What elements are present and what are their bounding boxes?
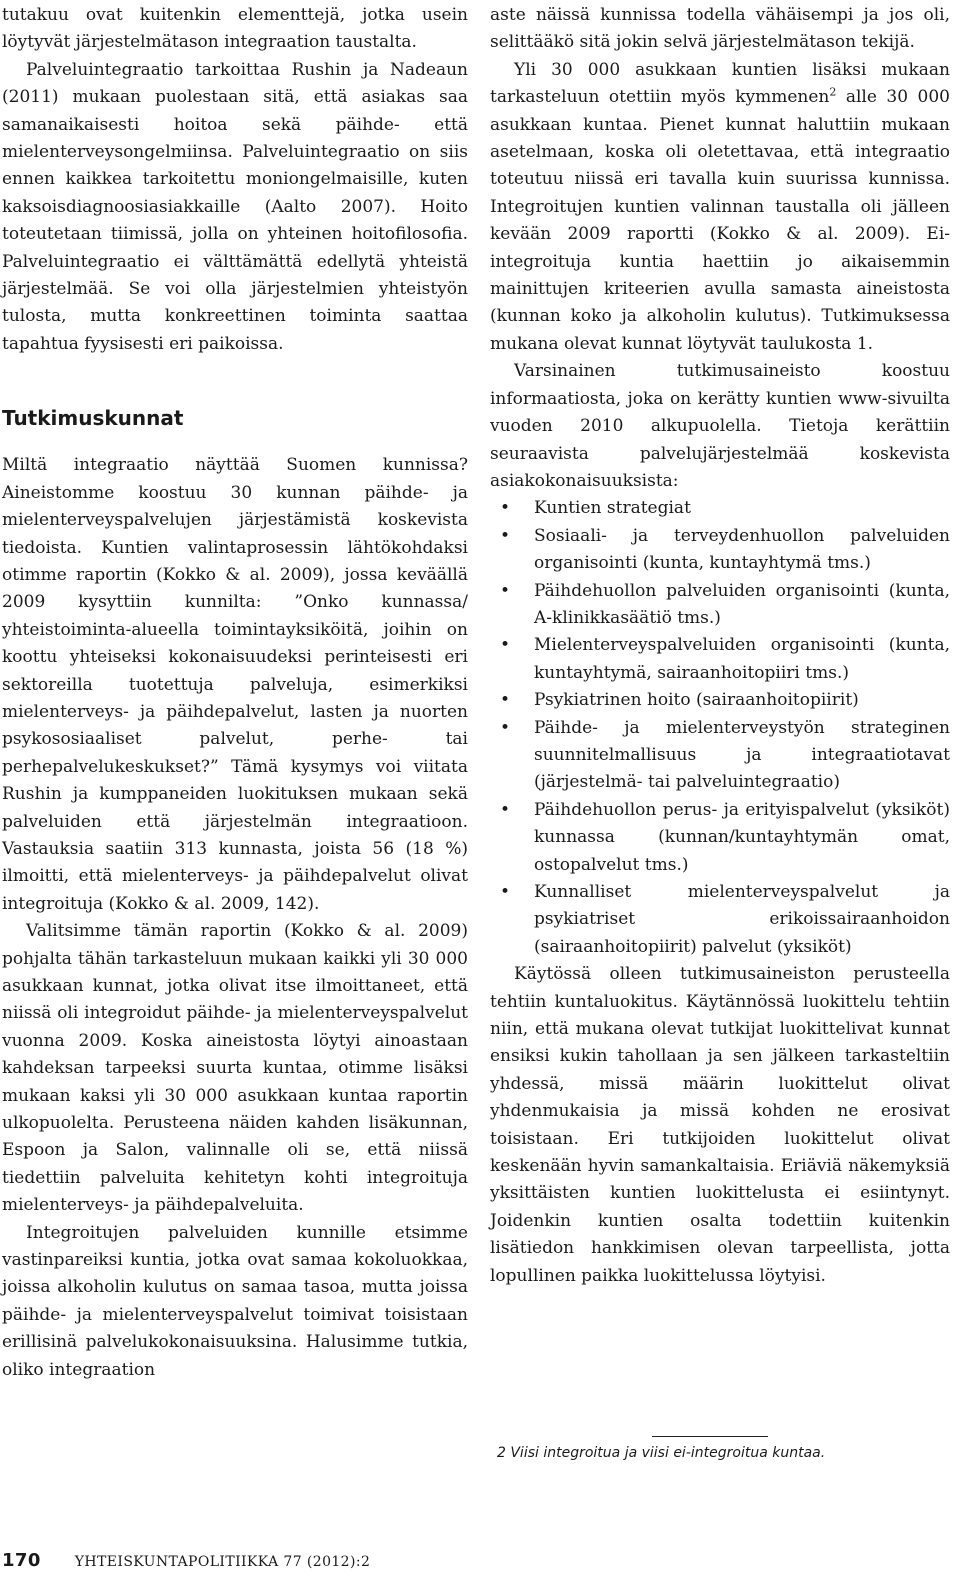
list-item [490,797,950,879]
list-item [490,632,950,687]
paragraph-intro: tutakuu ovat kuitenkin elementtejä, jotka usein löytyvät järjestelmätason integraation taustalta. [2,5,468,53]
journal-name: YHTEISKUNTAPOLITIIKKA 77 (2012):2 [74,1554,371,1570]
footnote-reference: 2 [829,85,837,99]
left-column [2,2,468,1384]
bullet-marker: • [500,799,511,820]
paragraph-varsinainen: Varsinainen tutkimusaineisto koostuu informaatiosta, joka on kerätty kuntien www-sivuilta vuoden 2010 alkupuolella. Tietoja kerättiin seuraavista palvelujärjestelmää koskevista asiakokonaisuuksista: [490,361,950,491]
bullet-marker: • [500,498,511,519]
page-number: 170 [2,1550,41,1571]
bullet-marker: • [500,635,511,656]
paragraph-yli [490,57,950,358]
list-item-text: Mielenterveyspalveluiden organisointi (kunta, kuntayhtymä, sairaanhoitopiiri tms.) [534,635,950,683]
bullet-marker: • [500,882,511,902]
list-item-text: Sosiaali- ja terveydenhuollon palveluiden organisointi (kunta, kuntayhtymä tms.) [534,525,950,574]
bullet-marker: • [500,580,511,601]
paragraph-yli-end: alle 30 000 asukkaan kuntaa. Pienet kunnat haluttiin mukaan asetelmaan, koska oli oletettavaa, että integraatio toteutuu niissä eri tavalla kuin suurissa kunnissa. Integroitujen kuntien valinnan taustalla oli jälleen kevään 2009 raportti (Kokko & al. 2009). Ei-integroituja kuntia haettiin jo aikaisemmin mainittujen kriteerien avulla samasta aineistosta (kunnan koko ja alkoholin kulutus). Tutkimuksessa mukana olevat kunnat löytyvät taulukosta 1. [490,87,950,354]
section-heading-wrap [2,404,468,432]
section-heading: Tutkimuskunnat [2,406,184,431]
list-item [490,523,950,578]
list-item-text: Päihde- ja mielenterveystyön strateginen suunnitelmallisuus ja integraatiotavat (järjestelmä- tai palveluintegraatio) [534,717,950,793]
footnote-text: 2 Viisi integroitua ja viisi ei-integroitua kuntaa. [497,1445,826,1461]
paragraph-kaytossa: Käytössä olleen tutkimusaineiston perusteella tehtiin kuntaluokitus. Käytännössä luokittelu tehtiin niin, että mukana olevat tutkijat luokittelivat kunnat ensiksi kukin tahollaan ja sen jälkeen tarkasteltiin yhdessä, missä määrin luokittelut olivat yhdenmukaisia ja missä kohden ne erosivat toisistaan. Eri tutkijoiden luokittelut olivat keskenään hyvin samankaltaisia. Eriäviä näkemyksiä yksittäisten kuntien luokittelusta ei esiintynyt. Joidenkin kuntien osalta todettiin kuitenkin lisätiedon hankkimisen olevan tarpeellista, jotta lopullinen paikka luokittelussa löytyisi. [490,964,950,1286]
bullet-marker: • [500,717,511,738]
bullet-marker: • [500,525,511,546]
list-item-text: Päihdehuollon palveluiden organisointi (kunta, A-klinikkasäätiö tms.) [534,580,950,628]
bullet-marker: • [500,690,511,711]
footnote-divider [652,1436,768,1437]
right-column [490,2,950,1290]
paragraph-palveluintegraatio: Palveluintegraatio tarkoittaa Rushin ja Nadeaun (2011) mukaan puolestaan sitä, että asiakas saa samanaikaisesti hoitoa sekä päihde- että mielenterveysongelmiinsa. Palveluintegraatio on siis ennen kaikkea tarkoitettu moniongelmaisille, kuten kaksoisdiagnoosiasiakkaille (Aalto 2007). Hoito toteutetaan tiimissä, jolla on yhteinen hoitofilosofia. Palveluintegraatio ei välttämättä edellytä yhteistä järjestelmää. Se voi olla järjestelmien yhteistyön tulosta, mutta konkreettinen toiminta saattaa tapahtua fyysisesti eri paikoissa. [2,59,468,354]
paragraph-yli-start: Yli 30 000 asukkaan kuntien lisäksi mukaan tarkasteluun otettiin myös kymmenen [490,59,950,108]
paragraph-tutkimus-1: Miltä integraatio näyttää Suomen kunnissa? Aineistomme koostuu 30 kunnan päihde- ja mielenterveyspalvelujen järjestämistä koskevista tiedoista. Kuntien valintaprosessin lähtökohdaksi otimme raportin (Kokko & al. 2009), jossa keväällä 2009 kysyttiin kunnilta: ”Onko kunnassa/ yhteistoiminta-alueella toimintayksiköitä, joihin on koottu yhteiseksi kokonaisuudeksi perinteisesti eri sektoreilla tuotettuja palveluja, esimerkiksi mielenterveys- ja päihdepalvelut, lasten ja nuorten psykososiaaliset palvelut, perhe- tai perhepalvelukeskukset?” Tämä kysymys voi viitata Rushin ja kumppaneiden luokituksen mukaan sekä palveluiden että järjestelmän integraatioon. Vastauksia saatiin 313 kunnasta, joista 56 (18 %) ilmoitti, että mielenterveys- ja päihdepalvelut olivat integroituja (Kokko & al. 2009, 142). [2,455,468,914]
list-item [490,715,950,797]
paragraph-tutkimus-2: Valitsimme tämän raportin (Kokko & al. 2009) pohjalta tähän tarkasteluun mukaan kaikki yli 30 000 asukkaan kunnat, jotka olivat itse ilmoittaneet, että niissä oli integroidut päihde- ja mielenterveyspalvelut vuonna 2009. Koska aineistosta löytyi ainoastaan kahdeksan tarpeeksi suurta kuntaa, otimme lisäksi mukaan kaksi yli 30 000 asukkaan kuntaa raportin ulkopuolelta. Perusteena näiden kahden lisäkunnan, Espoon ja Salon, valinnalle oli se, että niissä tiedettiin palveluita kehitetyn kohti integroituja mielenterveys- ja päihdepalveluita. [2,921,468,1216]
list-item [490,879,950,961]
list-item [490,578,950,633]
list-item [490,687,950,714]
list-item-text: Kuntien strategiat [534,498,691,519]
list-item-text: Kunnalliset mielenterveyspalvelut ja psykiatriset erikoissairaanhoidon (sairaanhoitopiirit) palvelut (yksiköt) [534,882,950,957]
bullet-list [490,495,950,961]
paragraph-continued: aste näissä kunnissa todella vähäisempi ja jos oli, selittääkö sitä jokin selvä järjestelmätason tekijä. [490,5,950,53]
list-item-text: Päihdehuollon perus- ja erityispalvelut (yksiköt) kunnassa (kunnan/kuntayhtymän omat, ostopalvelut tms.) [534,799,950,875]
list-item [490,495,950,522]
page-footer [2,1550,370,1573]
paragraph-tutkimus-3: Integroitujen palveluiden kunnille etsimme vastinpareiksi kuntia, jotka ovat samaa kokoluokkaa, joissa alkoholin kulutus on samaa tasoa, mutta joissa päihde- ja mielenterveyspalvelut toimivat toisistaan erillisinä palvelukokonaisuuksina. Halusimme tutkia, oliko integraation [2,1222,468,1380]
list-item-text: Psykiatrinen hoito (sairaanhoitopiirit) [534,690,859,711]
